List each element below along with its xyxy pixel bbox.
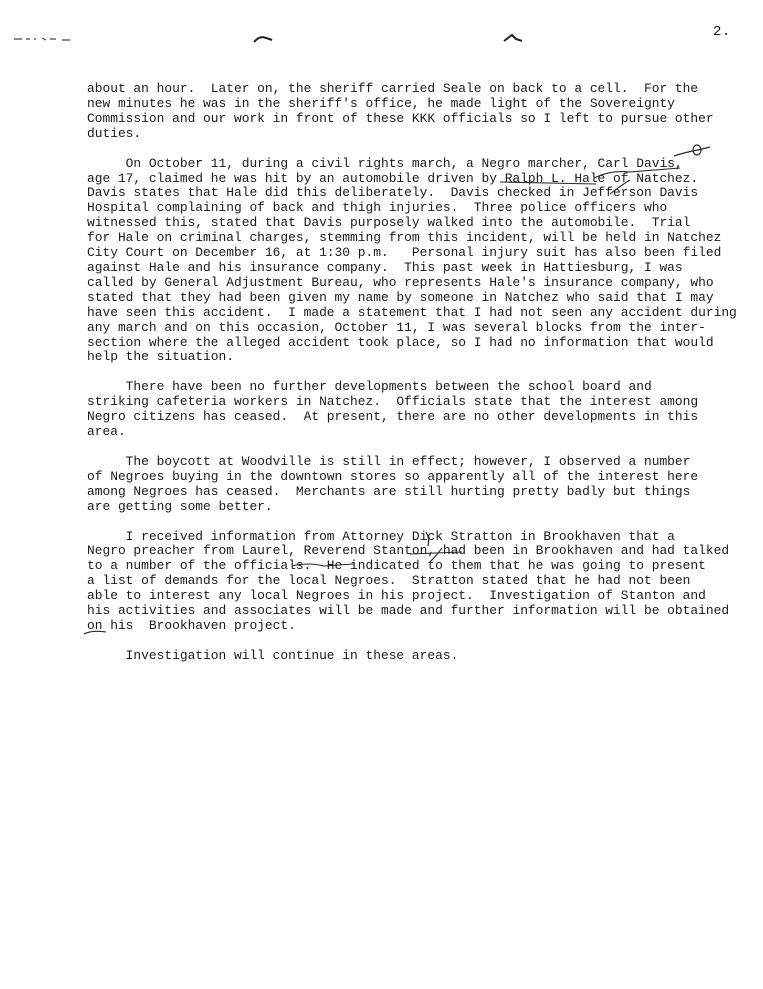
text-line: new minutes he was in the sheriff's office, he made light of the Sovereignty <box>87 95 675 111</box>
text-line: to a number of the officials. He indicated to them that he was going to present <box>87 558 706 574</box>
text-line: a list of demands for the local Negroes. Stratton stated that he had not been <box>87 573 691 589</box>
text-line: Hospital complaining of back and thigh injuries. Three police officers who <box>87 200 668 216</box>
pen-annotation-icon <box>400 528 470 568</box>
pen-annotation-icon <box>498 172 598 188</box>
text-line: against Hale and his insurance company. This past week in Hattiesburg, I was <box>87 259 683 275</box>
pen-annotation-icon <box>590 158 690 198</box>
text-line: Investigation will continue in these areas. <box>87 647 459 663</box>
text-line: area. <box>87 424 126 440</box>
text-line: witnessed this, stated that Davis purposely walked into the automobile. Trial <box>87 215 691 231</box>
text-line: There have been no further developments between the school board and <box>87 379 652 395</box>
scan-smudge-icon <box>12 34 76 44</box>
text-line: about an hour. Later on, the sheriff carried Seale on back to a cell. For the <box>87 81 699 96</box>
text-line: able to interest any local Negroes in his project. Investigation of Stanton and <box>87 588 706 604</box>
scan-smudge-icon <box>502 32 524 44</box>
text-line: I received information from Attorney Dick Stratton in Brookhaven that a <box>87 528 675 544</box>
text-line: section where the alleged accident took place, so I had no information that would <box>87 334 714 350</box>
text-line: called by General Adjustment Bureau, who represents Hale's insurance company, who <box>87 274 714 290</box>
paragraph <box>87 455 727 515</box>
text-line: City Court on December 16, at 1:30 p.m. Personal injury suit has also been filed <box>87 245 722 261</box>
text-line: On October 11, during a civil rights march, a Negro marcher, Carl Davis, <box>87 155 683 171</box>
text-line: stated that they had been given my name by someone in Natchez who said that I may <box>87 289 714 305</box>
text-line: Negro preacher from Laurel, Reverend Stanton, had been in Brookhaven and had talked <box>87 543 730 559</box>
text-line: Commission and our work in front of these KKK officials so I left to pursue other <box>87 110 714 126</box>
text-line: are getting some better. <box>87 498 273 514</box>
text-line: have seen this accident. I made a statement that I had not seen any accident during <box>87 304 737 320</box>
text-line: The boycott at Woodville is still in effect; however, I observed a number <box>87 453 691 469</box>
paragraph <box>87 649 727 664</box>
text-line: of Negroes buying in the downtown stores so apparently all of the interest here <box>87 468 699 484</box>
text-line: duties. <box>87 125 142 141</box>
text-line: Negro citizens has ceased. At present, there are no other developments in this <box>87 409 699 425</box>
text-line: any march and on this occasion, October 11, I was several blocks from the inter- <box>87 319 706 335</box>
text-line: help the situation. <box>87 349 234 365</box>
pen-annotation-icon <box>82 622 112 638</box>
text-line: striking cafeteria workers in Natchez. Officials state that the interest among <box>87 394 699 410</box>
text-line: his activities and associates will be made and further information will be obtained <box>87 603 730 619</box>
page-number: 2. <box>713 24 731 40</box>
text-line: on his Brookhaven project. <box>87 618 296 633</box>
scan-smudge-icon <box>252 34 274 44</box>
paragraph <box>87 380 727 440</box>
text-line: Davis states that Hale did this deliberately. Davis checked in Jefferson Davis <box>87 185 699 201</box>
paragraph <box>87 82 727 142</box>
text-line: age 17, claimed he was hit by an automobile driven by Ralph L. Hale of Natchez. <box>87 170 699 186</box>
text-line: for Hale on criminal charges, stemming from this incident, will be held in Natchez <box>87 230 722 246</box>
text-line: among Negroes has ceased. Merchants are still hurting pretty badly but things <box>87 483 691 499</box>
pen-annotation-icon <box>288 558 358 578</box>
